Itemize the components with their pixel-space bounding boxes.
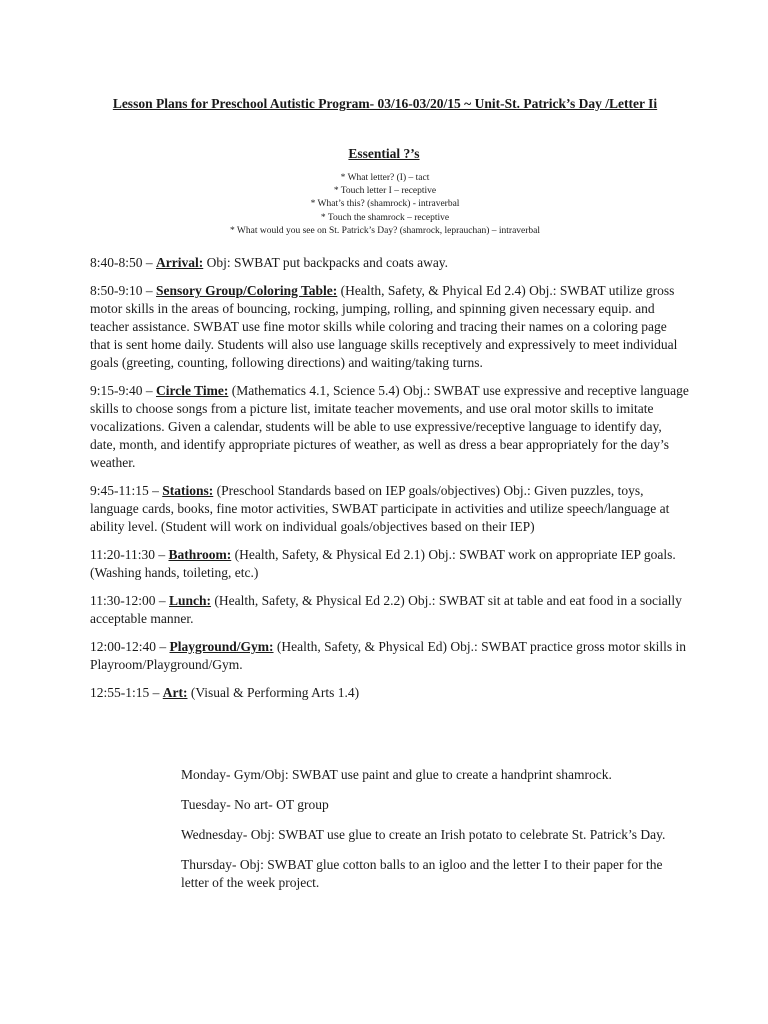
entry-activity: Lunch:	[169, 593, 212, 608]
question-item: * Touch the shamrock – receptive	[320, 212, 450, 223]
art-days-list	[181, 766, 681, 904]
daily-schedule	[90, 254, 690, 712]
entry-time: 8:40-8:50 –	[90, 255, 156, 270]
question-item: * What’s this? (shamrock) - intraverbal	[310, 199, 460, 210]
schedule-entry-sensory-group	[90, 282, 690, 372]
entry-description: (Preschool Standards based on IEP goals/objectives) Obj.: Given puzzles, toys, language cards, books, fine motor activities, SWBAT participate in activities and utilize speech/language at ability level. (Student will work on individual goals/objectives based on their IEP)	[90, 483, 670, 534]
schedule-entry-lunch	[90, 592, 690, 628]
art-day-tuesday: Tuesday- No art- OT group	[181, 797, 329, 812]
schedule-entry-circle-time	[90, 382, 690, 472]
entry-activity: Bathroom:	[168, 547, 232, 562]
essential-questions-heading: Essential ?’s	[348, 146, 420, 161]
question-item: * What would you see on St. Patrick’s Day? (shamrock, leprauchan) – intraverbal	[229, 225, 541, 236]
entry-activity: Arrival:	[156, 255, 204, 270]
entry-description: (Health, Safety, & Phyical Ed 2.4) Obj.: SWBAT utilize gross motor skills in the areas of bouncing, rocking, jumping, rolling, and spinning given necessary equip. and teacher assistance. SWBAT use fine motor skills while coloring and tracing their names on a coloring page that is sent home daily. Students will also use language skills receptively and expressively to meet individual goals (greeting, counting, following directions) and waiting/taking turns.	[90, 283, 678, 370]
entry-time: 12:00-12:40 –	[90, 639, 170, 654]
schedule-entry-playground	[90, 638, 690, 674]
art-day-monday: Monday- Gym/Obj: SWBAT use paint and glue to create a handprint shamrock.	[181, 767, 612, 782]
essential-questions-list	[90, 172, 680, 238]
question-item: * Touch letter I – receptive	[333, 186, 437, 197]
schedule-entry-stations	[90, 482, 690, 536]
schedule-entry-art	[90, 684, 690, 702]
entry-activity: Playground/Gym:	[169, 639, 274, 654]
schedule-entry-bathroom	[90, 546, 690, 582]
entry-time: 9:45-11:15 –	[90, 483, 163, 498]
art-day-thursday: Thursday- Obj: SWBAT glue cotton balls to an igloo and the letter I to their paper for the letter of the week project.	[181, 857, 663, 890]
entry-activity: Stations:	[162, 483, 214, 498]
entry-activity: Art:	[162, 685, 188, 700]
entry-time: 11:20-11:30 –	[90, 547, 169, 562]
entry-description: Obj: SWBAT put backpacks and coats away.	[203, 255, 449, 270]
entry-description: (Health, Safety, & Physical Ed 2.1) Obj.: SWBAT work on appropriate IEP goals. (Washing hands, toileting, etc.)	[90, 547, 676, 580]
art-day-wednesday: Wednesday- Obj: SWBAT use glue to create an Irish potato to celebrate St. Patrick’s Day.	[181, 827, 666, 842]
entry-activity: Circle Time:	[156, 383, 229, 398]
entry-description: (Health, Safety, & Physical Ed) Obj.: SWBAT practice gross motor skills in Playroom/Playground/Gym.	[90, 639, 686, 672]
entry-description: (Visual & Performing Arts 1.4)	[187, 685, 360, 700]
entry-time: 8:50-9:10 –	[90, 283, 156, 298]
entry-description: (Mathematics 4.1, Science 5.4) Obj.: SWBAT use expressive and receptive language skills to choose songs from a picture list, imitate teacher movements, and use oral motor skills to imitate vocalizations. Given a calendar, students will be able to use expressive/receptive language to identify day, date, month, and identify appropriate pictures of weather, as well as dress a bear appropriately for the day’s weather.	[90, 383, 689, 470]
schedule-entry-arrival	[90, 254, 690, 272]
entry-description: (Health, Safety, & Physical Ed 2.2) Obj.: SWBAT sit at table and eat food in a socially acceptable manner.	[90, 593, 682, 626]
entry-activity: Sensory Group/Coloring Table:	[156, 283, 338, 298]
document-title: Lesson Plans for Preschool Autistic Program- 03/16-03/20/15 ~ Unit-St. Patrick’s Day /Letter Ii	[112, 96, 658, 111]
question-item: * What letter? (I) – tact	[340, 173, 430, 183]
entry-time: 12:55-1:15 –	[90, 685, 163, 700]
entry-time: 9:15-9:40 –	[90, 383, 156, 398]
entry-time: 11:30-12:00 –	[90, 593, 169, 608]
